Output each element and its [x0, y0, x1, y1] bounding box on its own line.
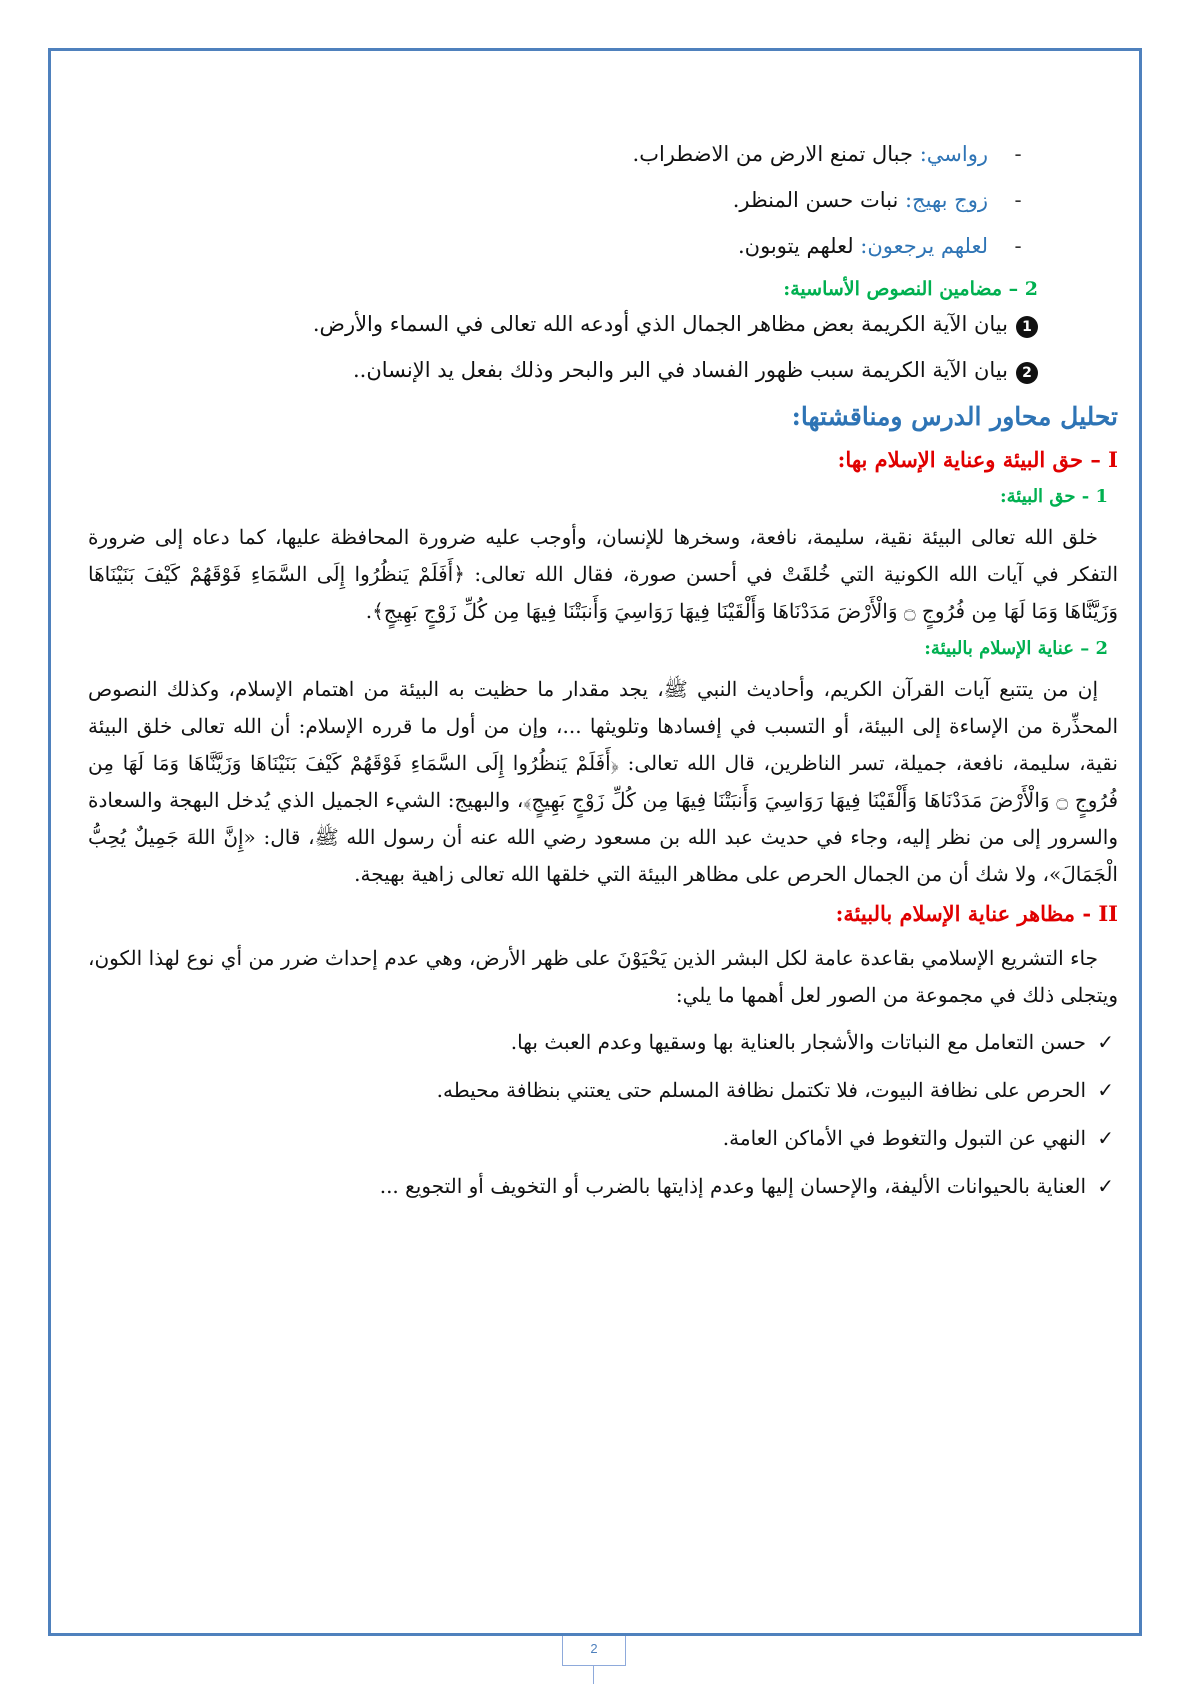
contents-text: بيان الآية الكريمة سبب ظهور الفساد في البر والبحر وذلك بفعل يد الإنسان..	[352, 358, 1008, 382]
part1-sub2-heading: 2 – عناية الإسلام بالبيئة:	[924, 638, 1108, 659]
checkmark-icon: ✓	[1097, 1078, 1114, 1102]
list-item	[88, 1076, 1118, 1104]
page-number-divider	[593, 1666, 594, 1684]
part1-sub2-paragraph: إن من يتتبع آيات القرآن الكريم، وأحاديث النبي ﷺ، يجد مقدار ما حظيت به البيئة من اهتمام الإسلام، وكذلك النصوص المحذِّرة من الإساءة إلى البيئة، أو التسبب في إفسادها وتلويثها ...، وإن من أول ما قرره الإسلام: أن الله تعالى خلق البيئة نقية، سليمة، نافعة، جميلة، تسر الناظرين، قال الله تعالى: ﴿أَفَلَمْ يَنظُرُوا إِلَى السَّمَاءِ فَوْقَهُمْ كَيْفَ بَنَيْنَاهَا وَزَيَّنَّاهَا وَمَا لَهَا مِن فُرُوجٍ ۝ وَالْأَرْضَ مَدَدْنَاهَا وَأَلْقَيْنَا فِيهَا رَوَاسِيَ وَأَنبَتْنَا فِيهَا مِن كُلِّ زَوْجٍ بَهِيجٍ﴾، والبهيج: الشيء الجميل الذي يُدخل البهجة والسعادة والسرور إلى من نظر إليه، وجاء في حديث عبد الله بن مسعود رضي الله عنه أن رسول الله ﷺ، قال: «إِنَّ اللهَ جَمِيلٌ يُحِبُّ الْجَمَالَ»، ولا شك أن من الجمال الحرص على مظاهر البيئة التي خلقها الله تعالى زاهية بهيجة.	[88, 677, 1119, 886]
vocabulary-list	[88, 140, 1118, 260]
vocab-definition: لعلهم يتوبون.	[737, 234, 854, 258]
vocab-item	[88, 140, 1048, 168]
contents-list	[88, 310, 1118, 384]
part2-intro: جاء التشريع الإسلامي بقاعدة عامة لكل البشر الذين يَحْيَوْنَ على ظهر الأرض، وهي عدم إحداث ضرر من أي نوع لهذا الكون، ويتجلى ذلك في مجموعة من الصور لعل أهمها ما يلي:	[88, 946, 1118, 1007]
contents-item	[88, 310, 1038, 338]
part1-sub1-heading: 1 - حق البيئة:	[999, 486, 1108, 507]
list-item-text: حسن التعامل مع النباتات والأشجار بالعناية بها وسقيها وعدم العبث بها.	[510, 1030, 1086, 1054]
contents-text: بيان الآية الكريمة بعض مظاهر الجمال الذي أودعه الله تعالى في السماء والأرض.	[312, 312, 1008, 336]
part1-heading: I – حق البيئة وعناية الإسلام بها:	[837, 447, 1118, 472]
vocab-term: زوج بهيج:	[904, 188, 988, 212]
contents-item	[88, 356, 1038, 384]
checkmark-icon: ✓	[1097, 1174, 1114, 1198]
list-item	[88, 1124, 1118, 1152]
numbered-bullet: 1	[1016, 316, 1038, 338]
part1-sub1-paragraph: خلق الله تعالى البيئة نقية، سليمة، نافعة، وسخرها للإنسان، وأوجب عليه ضرورة المحافظة عليها، كما دعاه إلى ضرورة التفكر في آيات الله الكونية التي خُلقَتْ في أحسن صورة، فقال الله تعالى: ﴿أَفَلَمْ يَنظُرُوا إِلَى السَّمَاءِ فَوْقَهُمْ كَيْفَ بَنَيْنَاهَا وَزَيَّنَّاهَا وَمَا لَهَا مِن فُرُوجٍ ۝ وَالْأَرْضَ مَدَدْنَاهَا وَأَلْقَيْنَا فِيهَا رَوَاسِيَ وَأَنبَتْنَا فِيهَا مِن كُلِّ زَوْجٍ بَهِيجٍ﴾.	[88, 525, 1118, 623]
part2-heading: II - مظاهر عناية الإسلام بالبيئة:	[835, 901, 1118, 926]
numbered-bullet: 2	[1016, 362, 1038, 384]
part2-list	[88, 1028, 1118, 1200]
vocab-definition: جبال تمنع الارض من الاضطراب.	[632, 142, 914, 166]
list-item	[88, 1172, 1118, 1200]
vocab-item	[88, 186, 1048, 214]
vocab-definition: نبات حسن المنظر.	[732, 188, 899, 212]
dash-marker: -	[1014, 142, 1022, 166]
contents-heading: 2 – مضامين النصوص الأساسية:	[783, 278, 1038, 300]
list-item-text: العناية بالحيوانات الأليفة، والإحسان إليها وعدم إذايتها بالضرب أو التخويف أو التجويع ...	[379, 1174, 1086, 1198]
checkmark-icon: ✓	[1097, 1126, 1114, 1150]
vocab-term: رواسي:	[919, 142, 988, 166]
list-item-text: الحرص على نظافة البيوت، فلا تكتمل نظافة المسلم حتى يعتني بنظافة محيطه.	[436, 1078, 1086, 1102]
checkmark-icon: ✓	[1097, 1030, 1114, 1054]
dash-marker: -	[1014, 188, 1022, 212]
analysis-title: تحليل محاور الدرس ومناقشتها:	[791, 402, 1118, 431]
vocab-term: لعلهم يرجعون:	[860, 234, 988, 258]
page-number: 2	[562, 1636, 626, 1666]
dash-marker: -	[1014, 234, 1022, 258]
vocab-item	[88, 232, 1048, 260]
list-item-text: النهي عن التبول والتغوط في الأماكن العامة.	[722, 1126, 1086, 1150]
document-body	[88, 140, 1118, 1220]
list-item	[88, 1028, 1118, 1056]
